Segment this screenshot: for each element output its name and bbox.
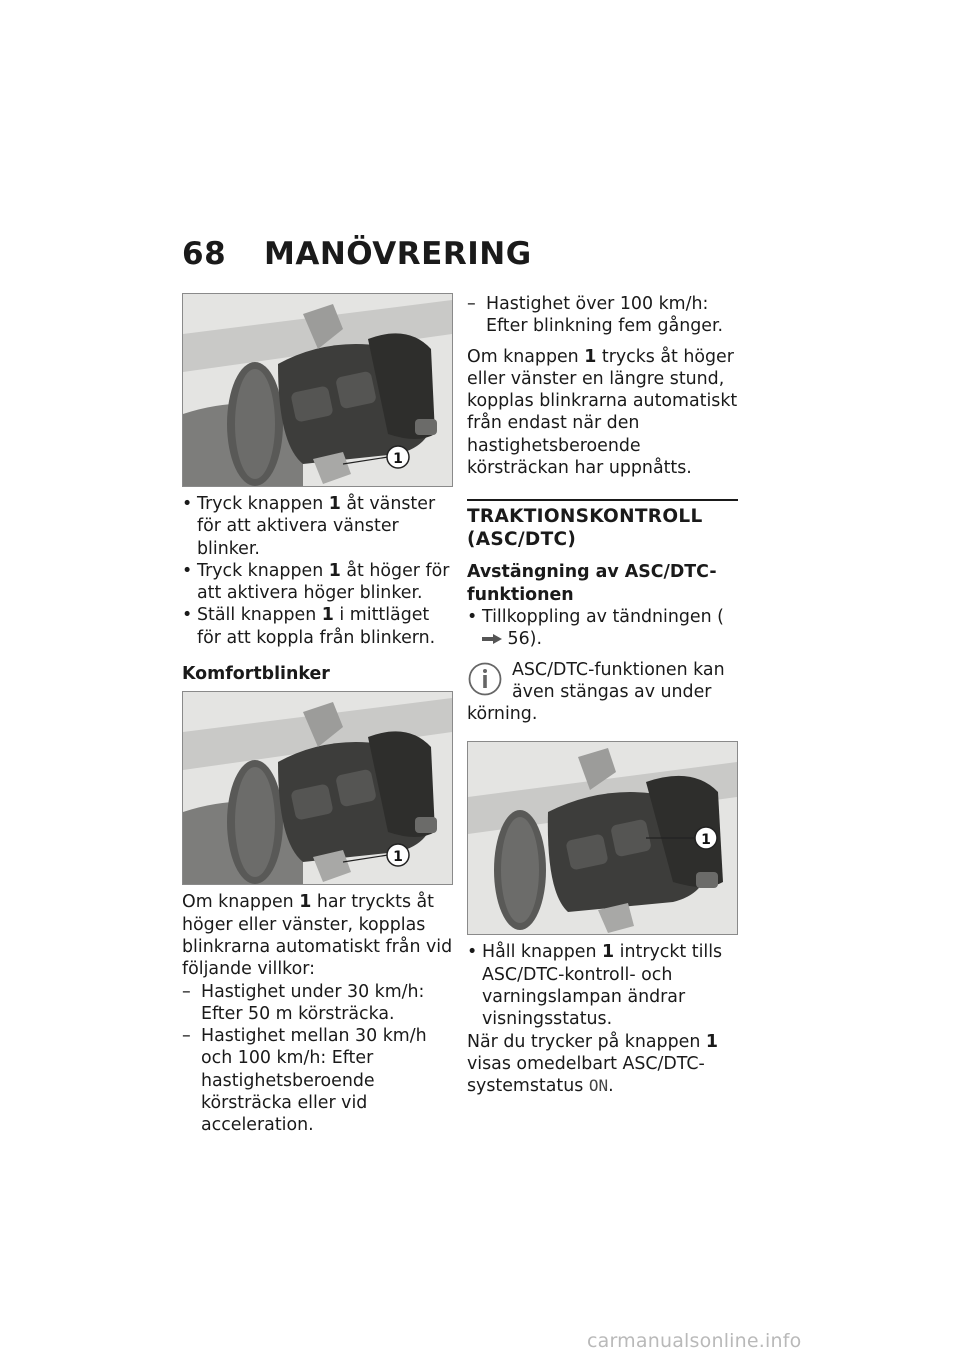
info-text-continued: körning. bbox=[467, 704, 538, 725]
left-column bbox=[182, 293, 453, 1137]
indicator-steps bbox=[182, 493, 453, 649]
list-item: • Tillkoppling av tändningen ( 56). bbox=[467, 606, 738, 651]
long-press-paragraph: Om knappen 1 trycks åt höger eller vänster en längre stund, kopplas blinkrarna automatiskt från endast när den hastighetsberoende körsträckan har uppnåtts. bbox=[467, 346, 738, 479]
subheading-komfortblinker: Komfortblinker bbox=[182, 664, 330, 685]
callout-label: 1 bbox=[393, 849, 403, 866]
page-number: 68 bbox=[182, 236, 227, 272]
handlebar-switch-photo-1 bbox=[182, 293, 453, 487]
condition-list bbox=[182, 981, 453, 1137]
asc-dtc-steps bbox=[467, 941, 738, 1030]
info-text: ASC/DTC-funktionen kan även stängas av under bbox=[512, 659, 725, 702]
info-note bbox=[467, 659, 738, 726]
section-title-traction-control: TRAKTIONSKONTROLL (ASC/DTC) bbox=[467, 499, 738, 551]
list-item: – Hastighet över 100 km/h: Efter blinkning fem gånger. bbox=[467, 293, 738, 338]
list-item: • Tryck knappen 1 åt vänster för att aktivera vänster blinker. bbox=[182, 493, 453, 560]
system-status-paragraph: När du trycker på knappen 1 visas omedelbart ASC/DTC-systemstatus ON. bbox=[467, 1031, 718, 1097]
callout-label: 1 bbox=[701, 832, 711, 849]
list-item: • Ställ knappen 1 i mittläget för att koppla från blinkern. bbox=[182, 604, 453, 649]
page-header bbox=[182, 236, 532, 272]
precondition-list bbox=[467, 606, 738, 651]
list-item: • Håll knappen 1 intryckt tills ASC/DTC-kontroll- och varningslampan ändrar visningsstatus. bbox=[467, 941, 738, 1030]
status-value: ON bbox=[588, 1076, 609, 1096]
page-title: MANÖVRERING bbox=[264, 236, 532, 272]
watermark: carmanualsonline.info bbox=[587, 1330, 802, 1352]
condition-list-continued bbox=[467, 293, 738, 338]
right-column bbox=[467, 293, 738, 1098]
info-icon bbox=[467, 661, 503, 697]
subheading-asc-dtc-off: Avstängning av ASC/DTC-funktionen bbox=[467, 562, 717, 605]
handlebar-switch-photo-3 bbox=[467, 741, 738, 935]
list-item: • Tryck knappen 1 åt höger för att aktivera höger blinker. bbox=[182, 560, 453, 605]
handlebar-switch-photo-2 bbox=[182, 691, 453, 885]
callout-label: 1 bbox=[393, 451, 403, 467]
list-item: – Hastighet under 30 km/h: Efter 50 m körsträcka. bbox=[182, 981, 453, 1026]
comfort-indicator-paragraph: Om knappen 1 har tryckts åt höger eller vänster, kopplas blinkrarna automatiskt från vid följande villkor: bbox=[182, 892, 453, 980]
list-item: – Hastighet mellan 30 km/h och 100 km/h: Efter hastighetsberoende körsträcka eller vid acceleration. bbox=[182, 1025, 453, 1136]
page-reference[interactable]: 56 bbox=[507, 629, 530, 650]
page-reference-arrow-icon bbox=[482, 634, 502, 644]
